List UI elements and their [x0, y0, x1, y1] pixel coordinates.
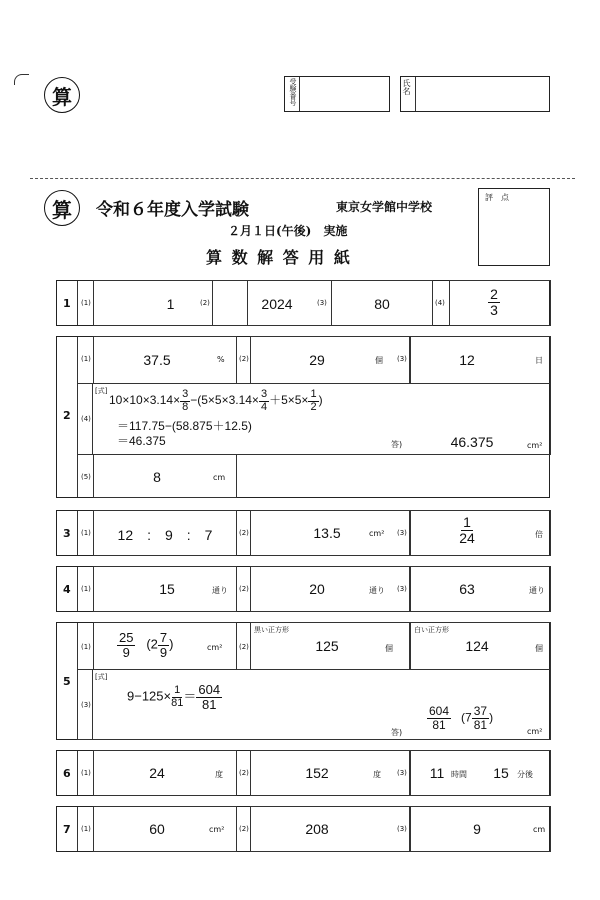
- q1-4-value: $\frac{2}{3}$: [490, 286, 498, 318]
- q5-3-label: (3): [81, 701, 91, 709]
- q3-3-unit: 倍: [535, 530, 543, 539]
- q2-5-unit: cm: [213, 473, 226, 482]
- q4-2-unit: 通り: [369, 586, 385, 595]
- exam-number-divider: [299, 77, 300, 111]
- school-name: 東京女学館中学校: [336, 200, 433, 214]
- q3-row: [56, 510, 550, 556]
- q4-1-value: 15: [159, 581, 175, 597]
- q2-1-unit: %: [217, 355, 225, 364]
- q3-2-value: 13.5: [313, 525, 341, 541]
- q4-2-label: (2): [239, 585, 249, 593]
- score-box[interactable]: [478, 188, 550, 266]
- q5-number: 5: [63, 675, 71, 688]
- q3-2-label: (2): [239, 529, 249, 537]
- q6-row: [56, 750, 550, 796]
- q2-4-line3: ＝46.375: [117, 434, 166, 448]
- q7-1-label: (1): [81, 825, 91, 833]
- q6-2-value: 152: [305, 765, 329, 781]
- q2-2-value: 29: [309, 352, 325, 368]
- q4-row: [56, 566, 550, 612]
- q5-2-black-label: 黒い正方形: [254, 626, 289, 634]
- subject-mark-top: 算: [44, 77, 80, 113]
- q2-4-shiki: [式]: [95, 387, 108, 395]
- q2-5-label: (5): [81, 473, 91, 481]
- q6-1-value: 24: [149, 765, 165, 781]
- q1-2-label: (2): [200, 299, 210, 307]
- student-name-box[interactable]: [400, 76, 550, 112]
- q2-1-label: (1): [81, 355, 91, 363]
- q2-4-label: (4): [81, 415, 91, 423]
- exam-date: ２月１日(午後) 実施: [228, 224, 348, 238]
- q2-1-value: 37.5: [143, 352, 171, 368]
- q7-3-unit: cm: [533, 825, 546, 834]
- q1-3-label: (3): [317, 299, 327, 307]
- q2-4-answer-label: 答): [391, 440, 403, 449]
- q1-1-value: 1: [166, 296, 175, 312]
- cut-line: [30, 178, 575, 179]
- exam-number-box[interactable]: [284, 76, 390, 112]
- q6-3-hours: 11: [429, 765, 445, 781]
- q5-3-calc: 9−125× $\frac{1}{81}$ ＝ $\frac{604}{81}$: [127, 682, 221, 712]
- q1-2-value: 2024: [261, 296, 293, 312]
- q6-3-hours-unit: 時間: [451, 770, 467, 779]
- q5-2-black-value: 125: [315, 638, 339, 654]
- q7-number: 7: [63, 823, 71, 836]
- subject-mark: 算: [44, 190, 80, 226]
- q1-3-value: 80: [374, 296, 390, 312]
- q7-2-value: 208: [305, 821, 329, 837]
- q4-1-unit: 通り: [212, 586, 228, 595]
- q4-3-value: 63: [459, 581, 475, 597]
- q5-2-black-unit: 個: [385, 644, 393, 653]
- q7-1-unit: cm²: [209, 825, 225, 834]
- q2-4-line2: ＝117.75−(58.875＋12.5): [117, 419, 252, 433]
- q6-3-minutes: 15: [493, 765, 509, 781]
- q6-3-minutes-unit: 分後: [517, 770, 533, 779]
- q5-3-value: $\frac{604}{81}$ (7 $\frac{37}{81}$ ): [429, 704, 494, 732]
- q5-3-shiki: [式]: [95, 673, 108, 681]
- q2-block: [56, 336, 550, 498]
- q3-3-value: $\frac{1}{24}$: [459, 514, 475, 546]
- q1-number: 1: [63, 297, 71, 310]
- q3-3-label: (3): [397, 529, 407, 537]
- q5-block: [56, 622, 550, 740]
- q5-1-unit: cm²: [207, 643, 223, 652]
- q5-3-answer-label: 答): [391, 728, 403, 737]
- q5-1-value: $\frac{25}{9}$ (2 $\frac{7}{9}$ ): [119, 630, 174, 660]
- score-label: 評 点: [485, 193, 509, 202]
- q7-3-label: (3): [397, 825, 407, 833]
- q2-5-value: 8: [153, 469, 161, 485]
- q4-3-label: (3): [397, 585, 407, 593]
- q2-4-line1: 10×10×3.14× $\frac{3}{8}$ −(5×5×3.14× $\frac{3}{4}$ ＋5×5× $\frac{1}{2}$ ): [109, 388, 323, 413]
- q5-3-unit: cm²: [527, 727, 543, 736]
- q2-4-unit: cm²: [527, 441, 543, 450]
- exam-number-label: 受験番号: [289, 78, 297, 106]
- q3-2-unit: cm²: [369, 529, 385, 538]
- q7-1-value: 60: [149, 821, 165, 837]
- q4-2-value: 20: [309, 581, 325, 597]
- name-label: 氏名: [402, 79, 411, 95]
- q1-4-label: (4): [435, 299, 445, 307]
- q7-3-value: 9: [473, 821, 481, 837]
- q4-number: 4: [63, 583, 71, 596]
- q2-3-label: (3): [397, 355, 407, 363]
- q2-3-unit: 日: [535, 356, 543, 365]
- q6-2-unit: 度: [373, 770, 381, 779]
- q3-1-label: (1): [81, 529, 91, 537]
- q5-2-white-value: 124: [465, 638, 489, 654]
- q1-1-label: (1): [81, 299, 91, 307]
- q2-2-unit: 個: [375, 356, 383, 365]
- q2-3-value: 12: [459, 352, 475, 368]
- q1-row: [56, 280, 550, 326]
- sheet-title: 算 数 解 答 用 紙: [206, 248, 352, 267]
- q5-2-label: (2): [239, 643, 249, 651]
- q6-3-label: (3): [397, 769, 407, 777]
- q5-2-white-label: 白い正方形: [414, 626, 449, 634]
- q5-1-label: (1): [81, 643, 91, 651]
- q2-2-label: (2): [239, 355, 249, 363]
- name-divider: [415, 77, 416, 111]
- exam-title: 令和６年度入学試験: [96, 200, 249, 220]
- q6-2-label: (2): [239, 769, 249, 777]
- q2-4-value: 46.375: [450, 434, 494, 450]
- q3-1-value: 12 : 9 : 7: [117, 527, 213, 543]
- q6-1-unit: 度: [215, 770, 223, 779]
- q2-number: 2: [63, 409, 71, 422]
- q4-3-unit: 通り: [529, 586, 545, 595]
- q6-1-label: (1): [81, 769, 91, 777]
- q7-2-label: (2): [239, 825, 249, 833]
- corner-mark: [14, 74, 29, 85]
- q4-1-label: (1): [81, 585, 91, 593]
- q7-row: [56, 806, 550, 852]
- q6-number: 6: [63, 767, 71, 780]
- q3-number: 3: [63, 527, 71, 540]
- q5-2-white-unit: 個: [535, 644, 543, 653]
